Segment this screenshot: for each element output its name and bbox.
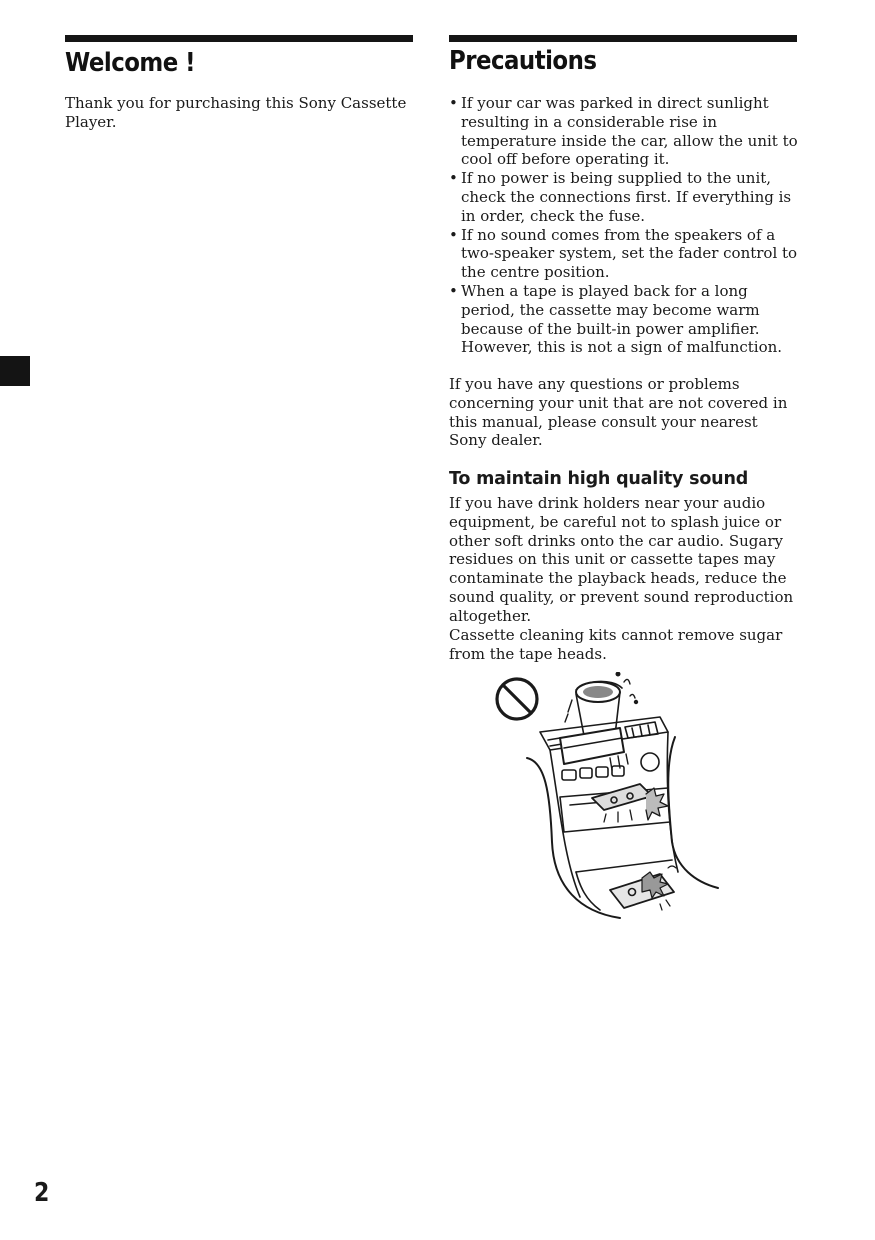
precautions-heading: Precautions	[449, 46, 597, 76]
section-tab-marker	[0, 356, 30, 386]
welcome-text: Thank you for purchasing this Sony Cassette Player.	[65, 94, 407, 131]
precautions-list	[449, 94, 799, 357]
list-item	[449, 169, 799, 225]
bullet-icon: •	[449, 225, 458, 244]
maintain-paragraph: If you have drink holders near your audio equipment, be careful not to splash juice or other soft drinks onto the car audio. Sugary residues on this unit or cassette tapes may contaminate the playback heads, reduce the sound quality, or prevent sound reproduction altogether.	[449, 494, 794, 625]
list-item	[449, 226, 799, 282]
welcome-heading: Welcome !	[65, 48, 196, 78]
spill-illustration	[490, 672, 720, 922]
prohibited-icon	[497, 679, 537, 719]
list-item	[449, 282, 799, 357]
list-item	[449, 94, 799, 169]
cassette-icon	[610, 866, 676, 910]
vent-icon	[625, 722, 658, 738]
maintain-heading: To maintain high quality sound	[449, 469, 749, 489]
welcome-rule	[65, 35, 413, 42]
list-item-text: When a tape is played back for a long period, the cassette may become warm because of the built-in power amplifier. However, this is not a sign of malfunction.	[461, 281, 783, 357]
list-item-text: If no sound comes from the speakers of a two-speaker system, set the fader control to the centre position.	[461, 225, 798, 282]
questions-paragraph: If you have any questions or problems concerning your unit that are not covered in this manual, please consult your nearest Sony dealer.	[449, 375, 788, 450]
bullet-icon: •	[449, 169, 458, 188]
page-number: 2	[34, 1178, 50, 1208]
bullet-icon: •	[449, 94, 458, 112]
cleaning-kit-paragraph: Cassette cleaning kits cannot remove sugar from the tape heads.	[449, 626, 783, 663]
list-item-text: If no power is being supplied to the unit, check the connections first. If everything is in order, check the fuse.	[461, 169, 792, 225]
list-item-text: If your car was parked in direct sunlight resulting in a considerable rise in temperature inside the car, allow the unit to cool off before operating it.	[461, 94, 798, 169]
bullet-icon: •	[449, 281, 458, 300]
precautions-rule	[449, 35, 797, 42]
